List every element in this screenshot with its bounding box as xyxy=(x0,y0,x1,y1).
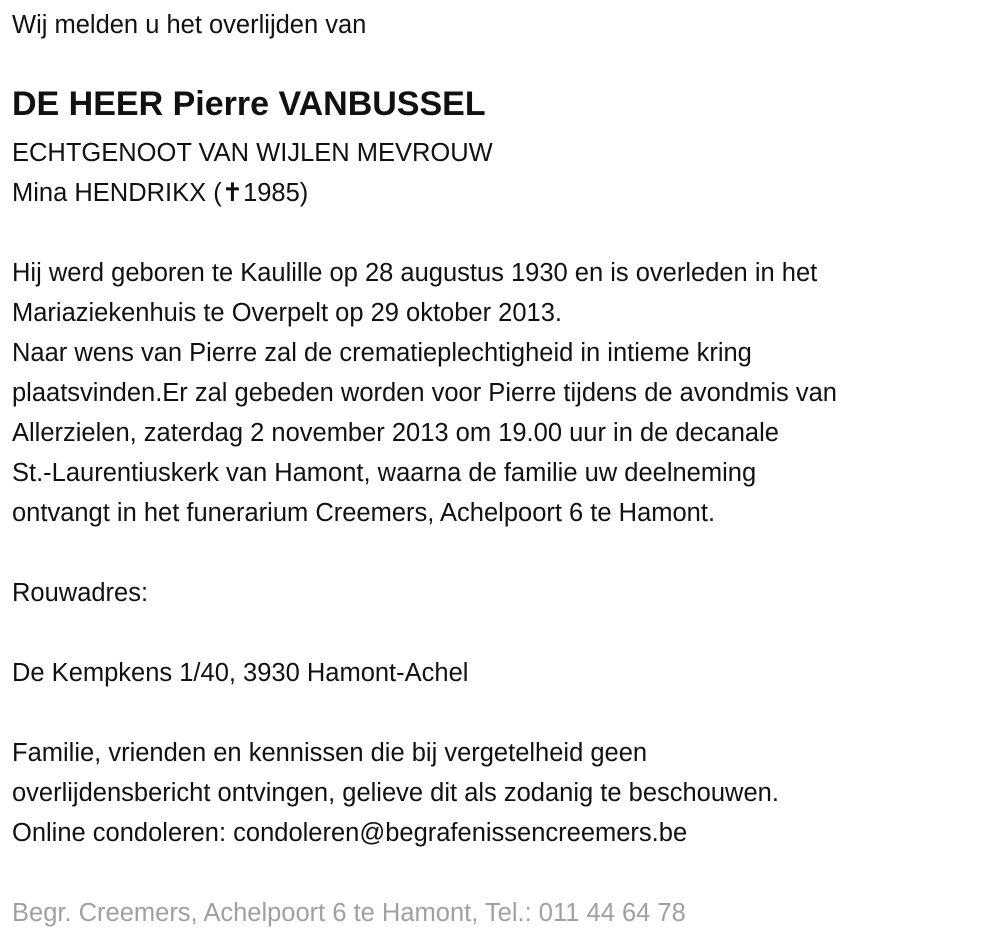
closing-line: Familie, vrienden en kennissen die bij vergetelheid geen xyxy=(12,739,648,767)
spouse-line-1: ECHTGENOOT VAN WIJLEN MEVROUW xyxy=(12,139,493,167)
closing-line: overlijdensbericht ontvingen, gelieve dit als zodanig te beschouwen. xyxy=(12,779,779,807)
address: De Kempkens 1/40, 3930 Hamont-Achel xyxy=(12,659,469,687)
address-label: Rouwadres: xyxy=(12,579,149,607)
body-line: Hij werd geboren te Kaulille op 28 augustus 1930 en is overleden in het xyxy=(12,259,818,287)
body-line: Naar wens van Pierre zal de crematieplechtigheid in intieme kring xyxy=(12,339,752,367)
deceased-name: DE HEER Pierre VANBUSSEL xyxy=(12,85,486,123)
spouse-line-2: Mina HENDRIKX (✝1985) xyxy=(12,179,309,207)
online-condolence: Online condoleren: condoleren@begrafenissencreemers.be xyxy=(12,819,688,847)
body-line: Mariaziekenhuis te Overpelt op 29 oktober 2013. xyxy=(12,299,562,327)
funeral-home-footer: Begr. Creemers, Achelpoort 6 te Hamont, Tel.: 011 44 64 78 xyxy=(12,899,686,927)
intro-text: Wij melden u het overlijden van xyxy=(12,11,367,39)
body-line: plaatsvinden.Er zal gebeden worden voor Pierre tijdens de avondmis van xyxy=(12,379,837,407)
body-line: ontvangt in het funerarium Creemers, Achelpoort 6 te Hamont. xyxy=(12,499,716,527)
body-line: St.-Laurentiuskerk van Hamont, waarna de familie uw deelneming xyxy=(12,459,757,487)
body-line: Allerzielen, zaterdag 2 november 2013 om 19.00 uur in de decanale xyxy=(12,419,779,447)
